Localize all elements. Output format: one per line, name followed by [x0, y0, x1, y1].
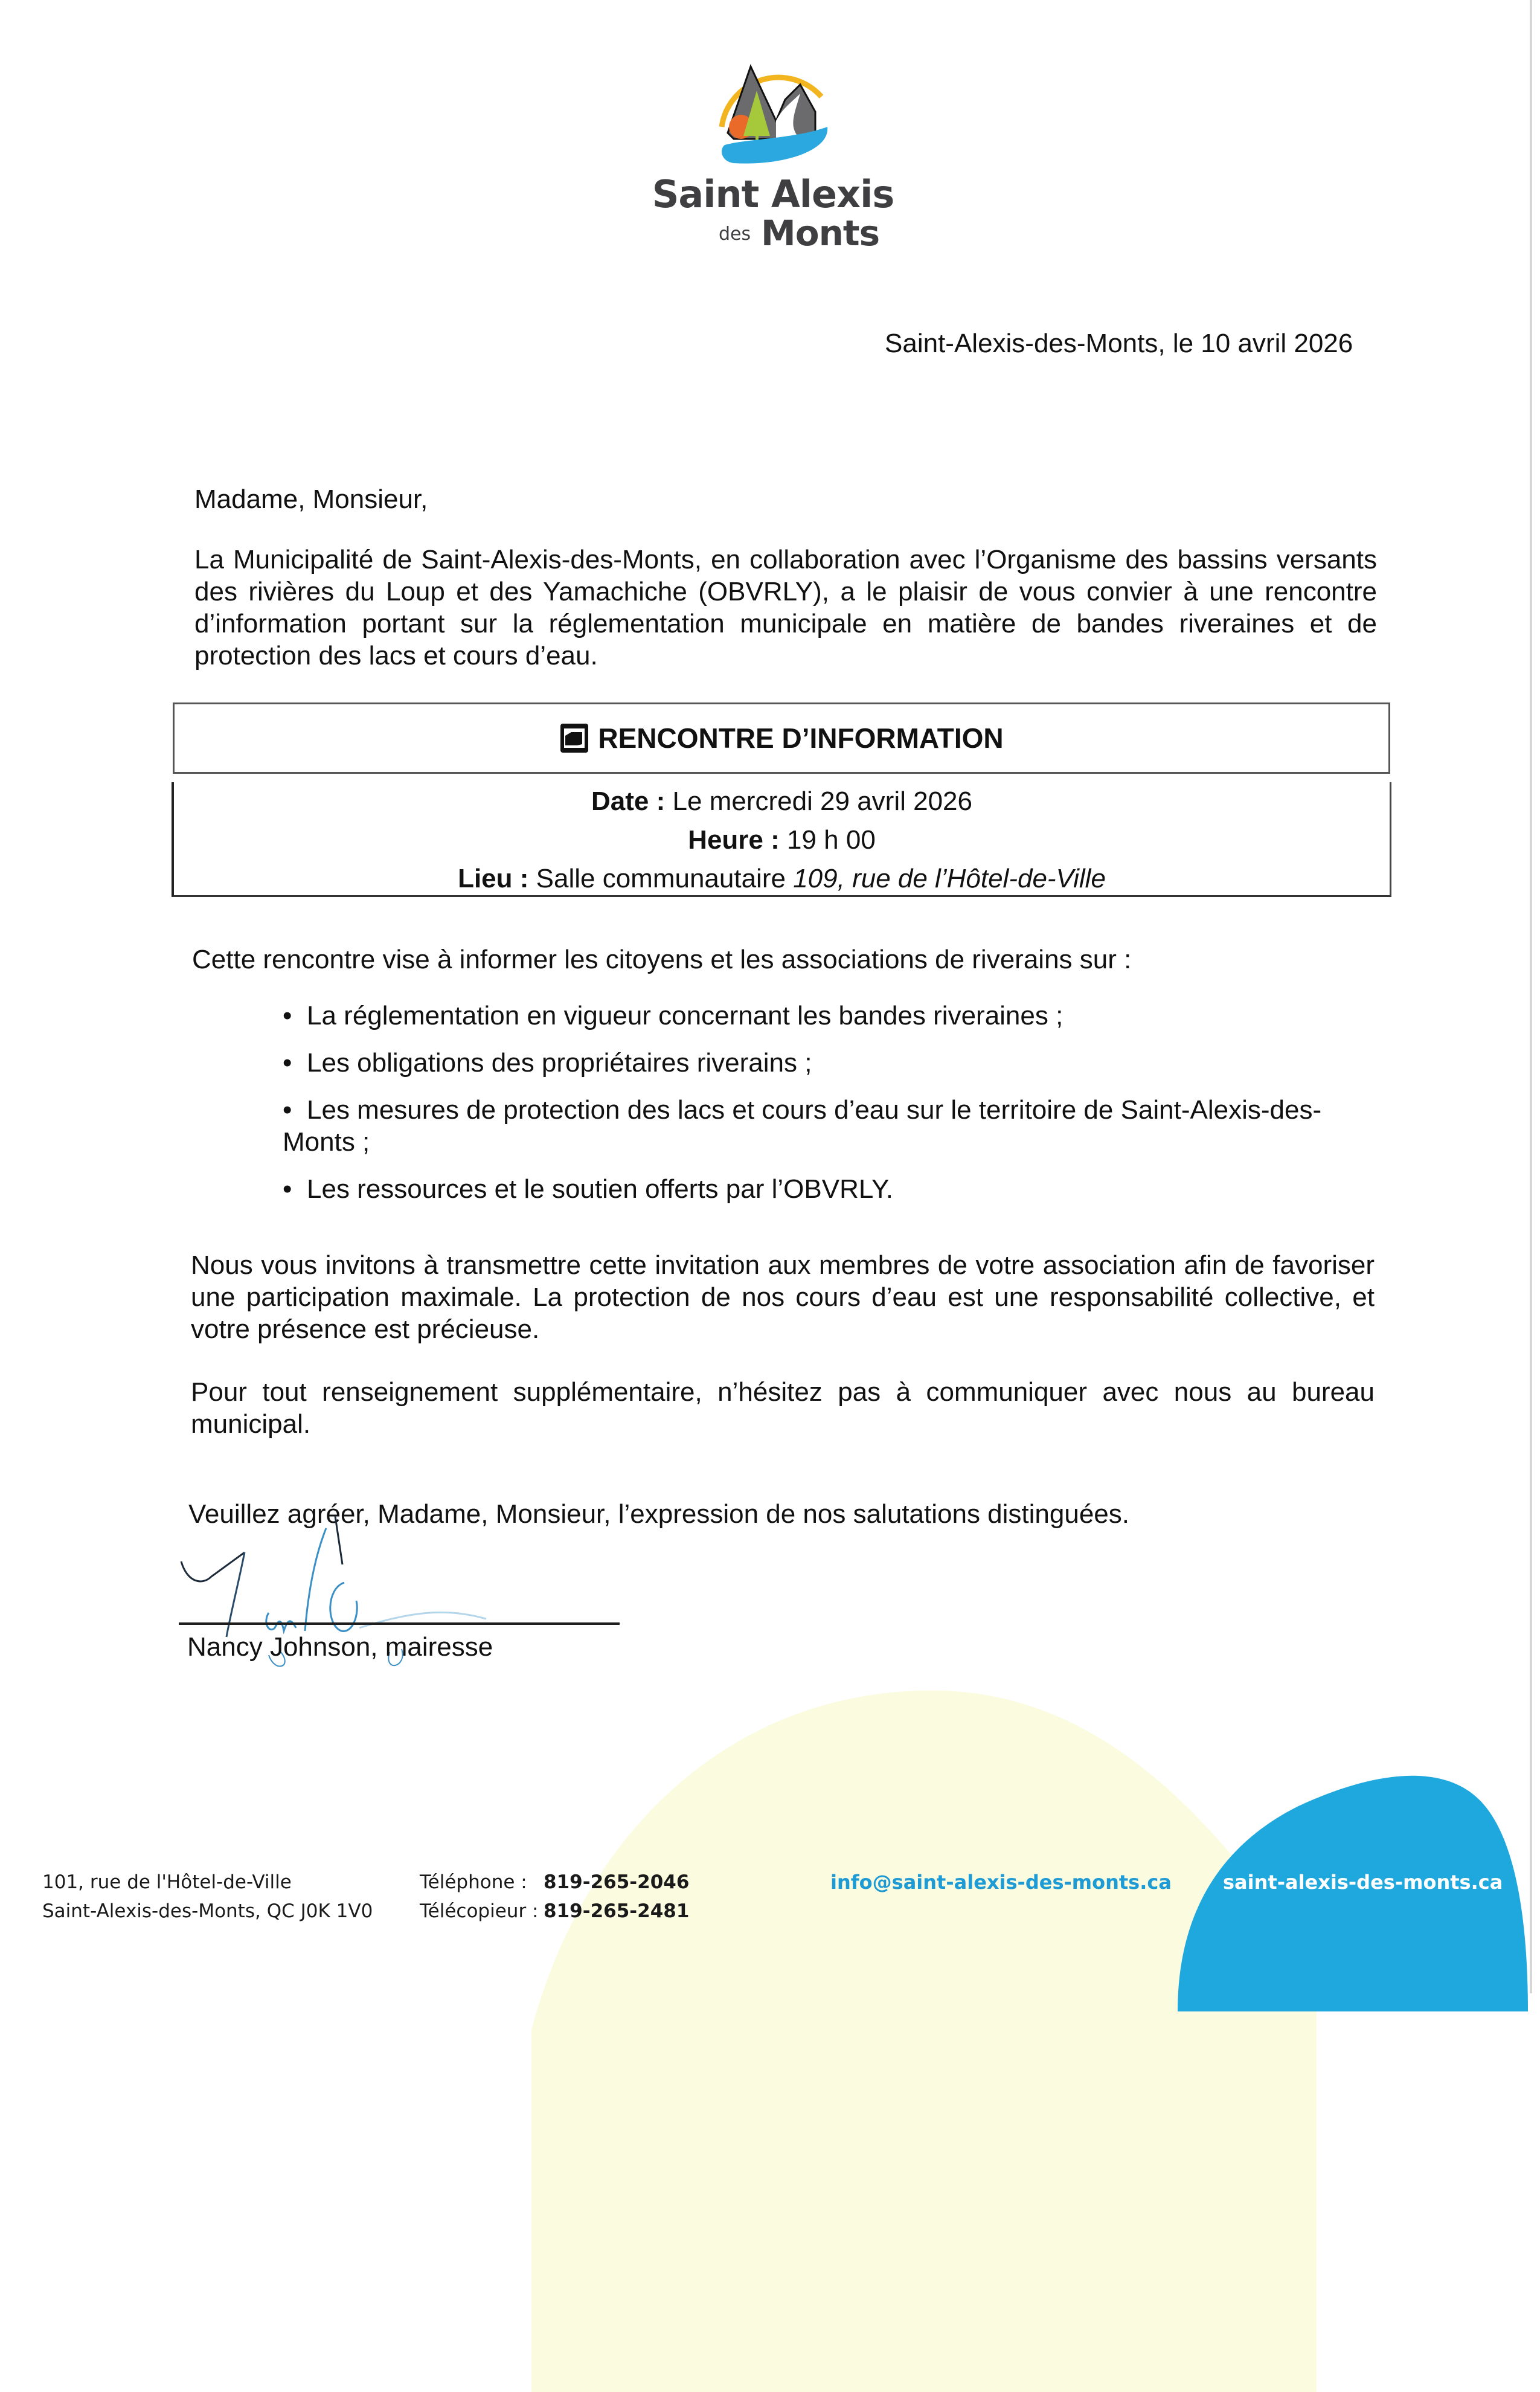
list-item: • La réglementation en vigueur concernant les bandes riveraines ;: [283, 1001, 1064, 1030]
event-title-box: [173, 702, 1390, 774]
signature-line: [179, 1622, 620, 1625]
list-item: • Les obligations des propriétaires riverains ;: [283, 1048, 812, 1078]
event-time-label: Heure :: [688, 825, 780, 855]
footer-address: [42, 1868, 373, 1926]
signer-name: Nancy Johnson, mairesse: [187, 1632, 493, 1662]
address-line-1: 101, rue de l'Hôtel-de-Ville: [42, 1871, 292, 1893]
phone-number[interactable]: 819-265-2046: [544, 1871, 690, 1893]
address-line-2: Saint-Alexis-des-Monts, QC J0K 1V0: [42, 1900, 373, 1922]
mountains-tree-river-logo-icon: [710, 54, 836, 169]
phone-label: Téléphone :: [420, 1871, 527, 1893]
dateline: Saint-Alexis-des-Monts, le 10 avril 2026: [885, 329, 1353, 358]
event-time-value: 19 h 00: [787, 825, 876, 855]
salutation: Madame, Monsieur,: [194, 484, 428, 514]
event-date-row: [174, 782, 1390, 821]
list-item: • Les mesures de protection des lacs et cours d’eau sur le territoire de Saint-Alexis-des-Monts ;: [283, 1095, 1322, 1157]
email-link[interactable]: info@saint-alexis-des-monts.ca: [830, 1871, 1172, 1894]
event-place-label: Lieu :: [458, 864, 529, 893]
topics-list: [283, 1000, 1370, 1220]
bullet-icon: •: [283, 1048, 292, 1078]
fax-number: 819-265-2481: [544, 1900, 690, 1922]
logo-name-des: des: [719, 223, 751, 245]
fax-label: Télécopieur :: [420, 1900, 539, 1922]
bullet-icon: •: [283, 1095, 292, 1125]
bullet-icon: •: [283, 1174, 292, 1204]
event-details-box: [172, 782, 1391, 897]
footer-phones: [420, 1868, 689, 1926]
event-title: RENCONTRE D’INFORMATION: [598, 722, 1004, 754]
website-link[interactable]: saint-alexis-des-monts.ca: [1223, 1871, 1503, 1894]
list-item: • Les ressources et le soutien offerts par l’OBVRLY.: [283, 1174, 893, 1204]
purpose-paragraph: Cette rencontre vise à informer les citoyens et les associations de riverains sur :: [192, 945, 1132, 974]
municipality-logo: [640, 54, 906, 254]
contact-paragraph: Pour tout renseignement supplémentaire, n’hésitez pas à communiquer avec nous au bureau municipal.: [191, 1377, 1375, 1439]
bullet-icon: •: [283, 1001, 292, 1030]
logo-name-line1: Saint Alexis: [652, 172, 894, 216]
calendar-icon: [559, 722, 589, 754]
invite-paragraph: Nous vous invitons à transmettre cette invitation aux membres de votre association afin de favoriser une participation maximale. La protection de nos cours d’eau est une responsabilité collective, et votre présence est précieuse.: [191, 1250, 1375, 1344]
event-date-value: Le mercredi 29 avril 2026: [672, 786, 972, 816]
closing-paragraph: Veuillez agréer, Madame, Monsieur, l’expression de nos salutations distinguées.: [188, 1499, 1130, 1529]
event-time-row: [174, 821, 1390, 860]
event-place-value: Salle communautaire: [536, 864, 786, 893]
event-place-row: [174, 860, 1390, 898]
event-date-label: Date :: [591, 786, 666, 816]
event-place-address: 109, rue de l’Hôtel-de-Ville: [793, 864, 1106, 893]
logo-name-monts: Monts: [761, 213, 880, 254]
intro-paragraph: La Municipalité de Saint-Alexis-des-Monts, en collaboration avec l’Organisme des bassins versants des rivières du Loup et des Yamachiche (OBVRLY), a le plaisir de vous convier à une rencontre d’information portant sur la réglementation municipale en matière de bandes riveraines et de protection des lacs et cours d’eau.: [194, 545, 1377, 670]
